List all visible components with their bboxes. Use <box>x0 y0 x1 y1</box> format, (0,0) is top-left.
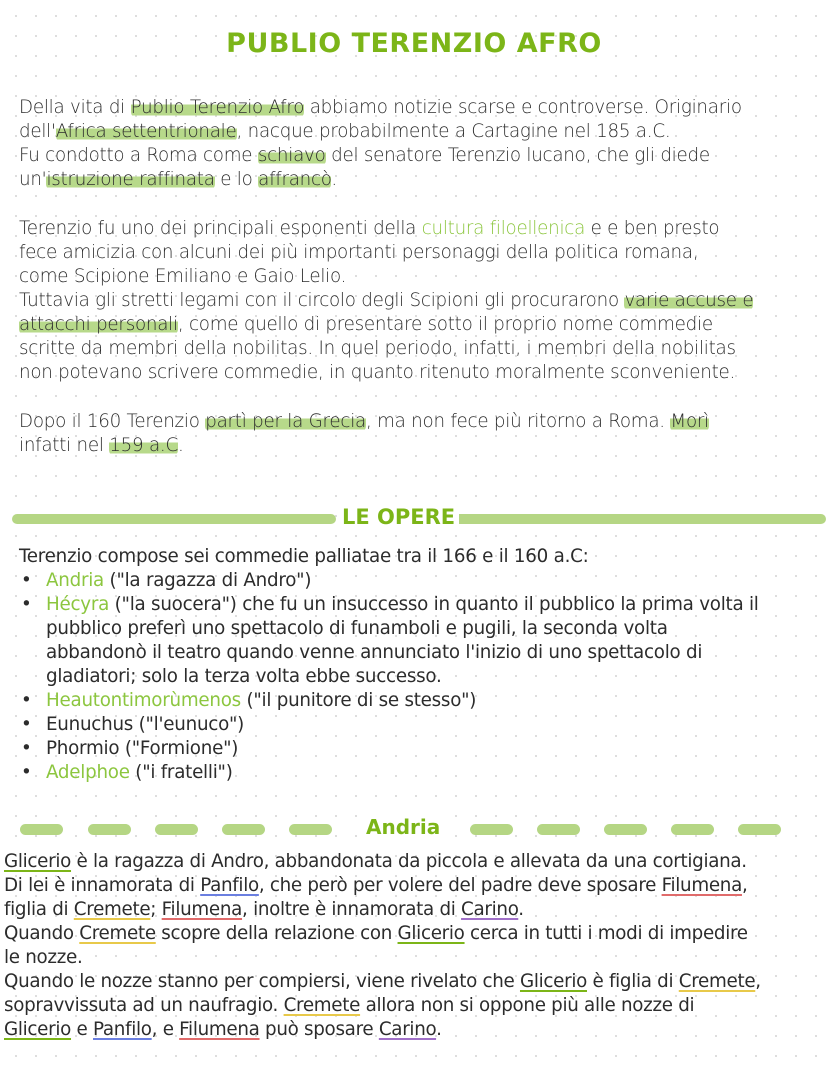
character-name: Glicerio <box>519 971 587 992</box>
divider-dash <box>738 824 781 835</box>
highlight: Publio Terenzio Afro <box>130 97 305 118</box>
list-item: • Adelphoe ("i fratelli") <box>21 762 233 783</box>
character-name: Cremete <box>73 899 151 920</box>
divider-dash <box>470 824 513 835</box>
character-name: Panfilo <box>93 1019 152 1040</box>
text-line: dell'Africa settentrionale, nacque probabilmente a Cartagine nel 185 a.C. <box>19 121 671 142</box>
divider-bar <box>442 514 826 524</box>
text-line: figlia di Cremete; Filumena, inoltre è innamorata di Carino. <box>4 899 524 920</box>
character-name: Filumena <box>179 1019 260 1040</box>
paragraph-death <box>19 410 819 458</box>
divider-bar <box>12 514 336 524</box>
divider-dash <box>289 824 332 835</box>
character-name: Filumena <box>661 875 742 896</box>
list-item-continuation: gladiatori; solo la terza volta ebbe successo. <box>46 666 442 687</box>
divider-dash <box>671 824 714 835</box>
text-line: Quando le nozze stanno per compiersi, viene rivelato che Glicerio è figlia di Cremete, <box>4 971 761 992</box>
highlight: Morì <box>670 411 709 432</box>
character-name: Cremete <box>678 971 756 992</box>
work-name: Eunuchus <box>46 714 134 735</box>
list-intro: Terenzio compose sei commedie palliatae tra il 166 e il 160 a.C: <box>19 546 589 567</box>
text-line: Tuttavia gli stretti legami con il circolo degli Scipioni gli procurarono varie accuse e <box>19 290 754 311</box>
bullet-icon: • <box>21 570 32 591</box>
character-name: Cremete <box>79 923 156 944</box>
list-item: • Heautontimorùmenos ("il punitore di se stesso") <box>21 690 477 711</box>
text-line: un'istruzione raffinata e lo affrancò. <box>19 169 337 190</box>
divider-dash <box>604 824 647 835</box>
work-name: Andria <box>46 570 104 591</box>
text-line: non potevano scrivere commedie, in quanto ritenuto moralmente sconveniente. <box>19 362 736 383</box>
bullet-icon: • <box>21 738 32 759</box>
list-item: • Phormio ("Formione") <box>21 738 239 759</box>
text-line: attacchi personali, come quello di presentare sotto il proprio nome commedie <box>19 314 713 335</box>
highlight: 159 a.C <box>109 435 178 456</box>
character-name: Glicerio <box>4 1019 72 1040</box>
text-line: infatti nel 159 a.C. <box>19 435 184 456</box>
bullet-icon: • <box>21 714 32 735</box>
bullet-icon: • <box>21 762 32 783</box>
character-name: Panfilo <box>200 875 259 896</box>
divider-dash <box>155 824 198 835</box>
highlight: varie accuse e <box>624 290 754 311</box>
andria-summary <box>4 850 826 1042</box>
text-line: Della vita di Publio Terenzio Afro abbiamo notizie scarse e controverse. Originario <box>19 97 742 118</box>
list-item: • Eunuchus ("l'eunuco") <box>21 714 245 735</box>
list-item-continuation: abbandonò il teatro quando venne annunciato l'inizio di uno spettacolo di <box>46 642 703 663</box>
list-item: • Hécyra ("la suocera") che fu un insuccesso in quanto il pubblico la prima volta il <box>21 594 759 615</box>
text-line: Glicerio e Panfilo, e Filumena può sposare Carino. <box>4 1019 442 1040</box>
text-line: Dopo il 160 Terenzio partì per la Grecia, ma non fece più ritorno a Roma. Morì <box>19 411 709 432</box>
text-line: Glicerio è la ragazza di Andro, abbandonata da piccola e allevata da una cortigiana. <box>4 851 747 872</box>
divider-dash <box>88 824 131 835</box>
list-item-continuation: pubblico preferì uno spettacolo di funamboli e pugili, la seconda volta <box>46 618 668 639</box>
section-title: LE OPERE <box>338 505 459 529</box>
green-term: cultura filoellenica <box>421 218 586 239</box>
bullet-icon: • <box>21 690 32 711</box>
paragraph-biography <box>19 96 819 192</box>
text-line: come Scipione Emiliano e Gaio Lelio. <box>19 266 347 287</box>
paragraph-culture <box>19 217 819 385</box>
text-line: Fu condotto a Roma come schiavo del senatore Terenzio lucano, che gli diede <box>19 145 710 166</box>
highlight: istruzione raffinata <box>46 169 215 190</box>
divider-dash <box>222 824 265 835</box>
section-title: Andria <box>362 815 444 839</box>
divider-dash <box>537 824 580 835</box>
text-line: Terenzio fu uno dei principali esponenti della cultura filoellenica e e ben presto <box>19 218 720 239</box>
divider-dash <box>20 824 63 835</box>
work-name: Adelphoe <box>46 762 130 783</box>
character-name: Carino <box>461 899 519 920</box>
highlight: attacchi personali <box>19 314 178 335</box>
text-line: Di lei è innamorata di Panfilo, che però per volere del padre deve sposare Filumena, <box>4 875 748 896</box>
work-name: Heautontimorùmenos <box>46 690 241 711</box>
text-line: le nozze. <box>4 947 83 968</box>
text-line: scritte da membri della nobilitas. In quel periodo, infatti, i membri della nobilitas <box>19 338 736 359</box>
text-line: sopravvissuta ad un naufragio. Cremete allora non si oppone più alle nozze di <box>4 995 695 1016</box>
highlight: affrancò <box>258 169 332 190</box>
text-line: fece amicizia con alcuni dei più importanti personaggi della politica romana, <box>19 242 699 263</box>
work-name: Hécyra <box>46 594 110 615</box>
character-name: Filumena <box>161 899 243 920</box>
character-name: Glicerio <box>397 923 465 944</box>
highlight: partì per la Grecia <box>205 411 366 432</box>
list-item: • Andria ("la ragazza di Andro") <box>21 570 312 591</box>
character-name: Carino <box>378 1019 437 1040</box>
character-name: Cremete <box>283 995 361 1016</box>
highlight: Africa settentrionale <box>55 121 237 142</box>
section-header-andria <box>0 815 828 845</box>
page-title: PUBLIO TERENZIO AFRO <box>226 28 602 59</box>
text-line: Quando Cremete scopre della relazione con Glicerio cerca in tutti i modi di impedire <box>4 923 748 944</box>
work-name: Phormio <box>46 738 120 759</box>
bullet-icon: • <box>21 594 32 615</box>
highlight: schiavo <box>257 145 326 166</box>
works-list <box>19 545 824 785</box>
character-name: Glicerio <box>4 851 72 872</box>
section-header-opere <box>0 505 828 535</box>
